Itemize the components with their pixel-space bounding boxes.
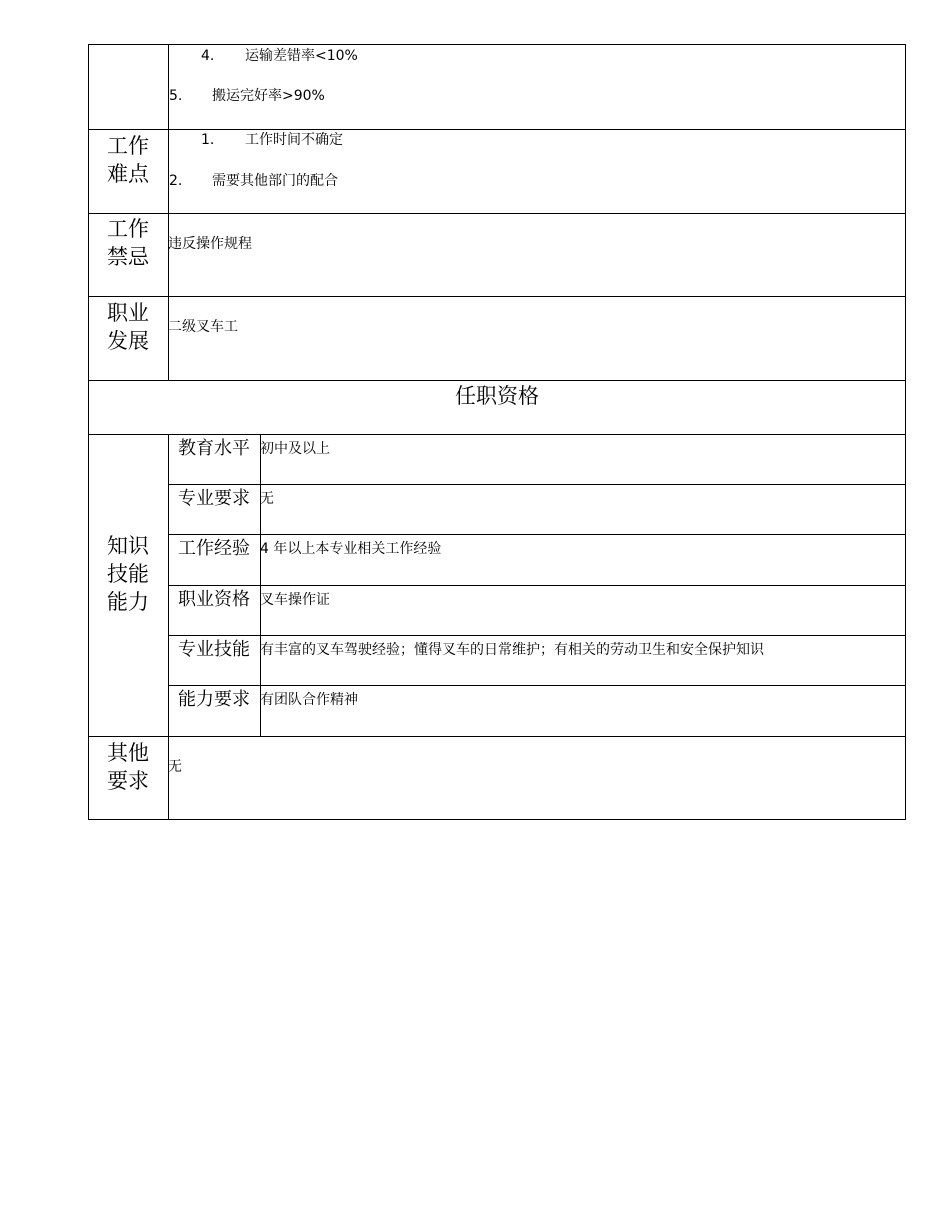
experience-label: 工作经验 [178,538,250,559]
table-border-bottom [88,819,906,820]
list-number: 4. [201,48,215,64]
taboo-label-line2: 禁忌 [107,245,149,269]
other-label [88,739,168,795]
skills-label-line2: 技能 [107,562,149,586]
difficulty-label [88,132,168,188]
list-text: 运输差错率<10% [245,48,358,64]
taboo-label [88,215,168,271]
education-label: 教育水平 [178,438,250,459]
list-text: 工作时间不确定 [245,132,343,148]
sub-row-divider [168,635,906,636]
table-border-right [905,44,906,820]
education-value: 初中及以上 [260,441,330,457]
professional-skill-label: 专业技能 [178,639,250,660]
sub-row-divider [168,585,906,586]
row-divider [88,213,906,214]
certificate-label: 职业资格 [178,589,250,610]
sub-row-divider [168,534,906,535]
other-label-line1: 其他 [107,741,149,765]
skills-label-line3: 能力 [107,590,149,614]
other-text: 无 [168,759,182,775]
career-text: 二级叉车工 [168,319,238,335]
row-divider [88,129,906,130]
ability-value: 有团队合作精神 [260,692,358,708]
ability-label: 能力要求 [178,689,250,710]
list-text: 搬运完好率>90% [212,88,325,104]
row-divider [88,736,906,737]
other-label-line2: 要求 [107,769,149,793]
taboo-label-line1: 工作 [107,217,149,241]
row-divider [88,296,906,297]
certificate-value: 叉车操作证 [260,592,330,608]
row-divider [88,380,906,381]
difficulty-label-line2: 难点 [107,162,149,186]
difficulty-label-line1: 工作 [107,134,149,158]
list-number: 1. [201,132,215,148]
sub-row-divider [168,484,906,485]
professional-skill-value: 有丰富的叉车驾驶经验；懂得叉车的日常维护；有相关的劳动卫生和安全保护知识 [260,642,764,658]
experience-value: 4 年以上本专业相关工作经验 [260,541,442,557]
major-label: 专业要求 [178,488,250,509]
major-value: 无 [260,491,274,507]
list-text: 需要其他部门的配合 [212,173,338,189]
skills-label [88,532,168,616]
skills-label-line1: 知识 [107,534,149,558]
taboo-text: 违反操作规程 [168,236,252,252]
sub-row-divider [168,685,906,686]
career-label-line1: 职业 [107,301,149,325]
career-label [88,299,168,355]
list-number: 5. [169,88,183,104]
row-divider [88,434,906,435]
list-number: 2. [169,173,183,189]
table-border-top [88,44,906,45]
career-label-line2: 发展 [107,329,149,353]
qualification-title: 任职资格 [455,384,539,408]
